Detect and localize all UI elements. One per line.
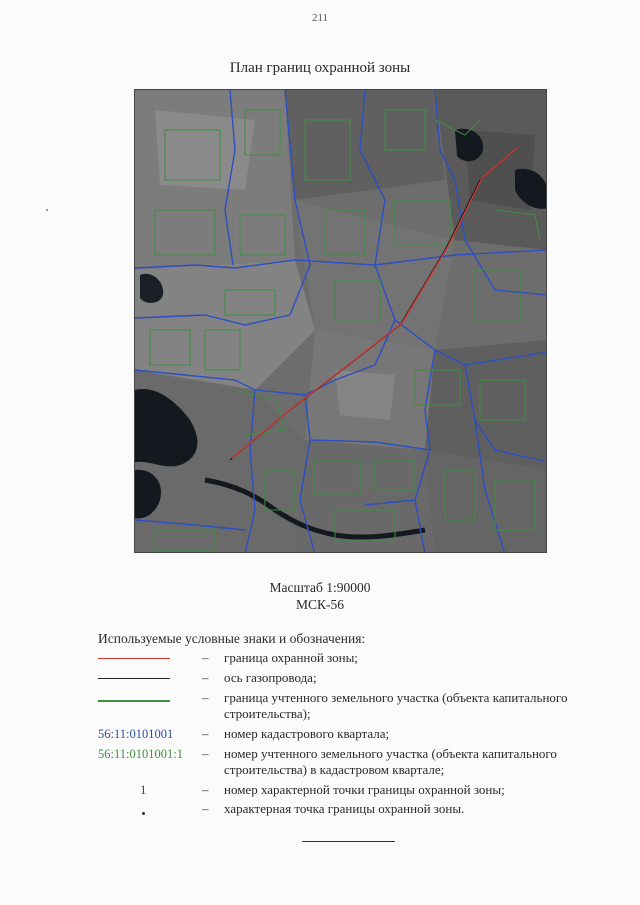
- page-title: План границ охранной зоны: [229, 60, 411, 76]
- map-scale: Масштаб 1:90000: [269, 580, 371, 595]
- margin-mark: [46, 209, 48, 211]
- svg-text:...: ...: [175, 151, 180, 157]
- map-scale-block: [0, 579, 640, 613]
- red-line-symbol: [98, 658, 170, 659]
- coordinate-system: МСК-56: [295, 597, 344, 612]
- black-line-symbol: [98, 678, 170, 679]
- terrain-patches: [135, 90, 547, 553]
- green-line-symbol: [98, 700, 170, 702]
- page-number: 211: [311, 12, 329, 24]
- map-labels: [175, 151, 180, 157]
- bottom-rule: [302, 841, 395, 842]
- parcel-number-sample: 56:11:0101001:1: [98, 747, 183, 761]
- satellite-map[interactable]: [134, 89, 547, 553]
- point-number-sample: 1: [140, 782, 147, 797]
- legend-heading: Используемые условные знаки и обозначения:: [98, 631, 366, 646]
- dot-symbol: [142, 812, 145, 815]
- quarter-number-sample: 56:11:0101001: [98, 727, 174, 741]
- map-canvas: [135, 90, 547, 553]
